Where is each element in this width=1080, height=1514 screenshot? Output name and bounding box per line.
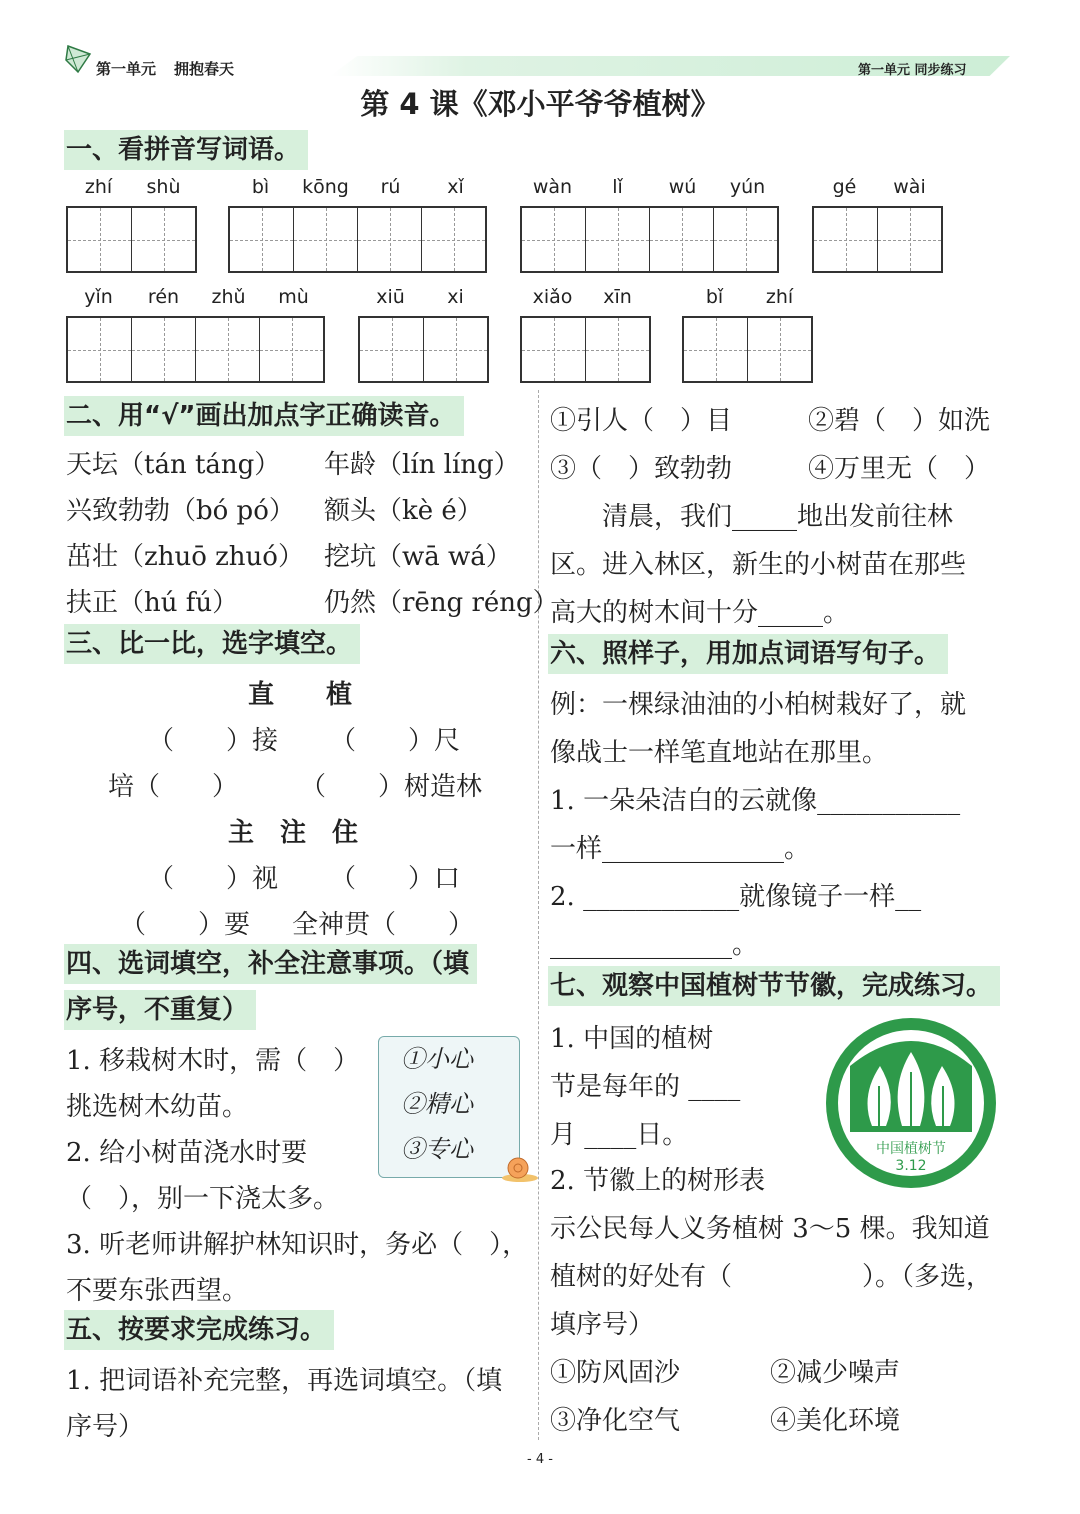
- para-line: 高大的树木间十分_____。: [550, 598, 850, 628]
- fill-item: （ ）接: [148, 726, 279, 756]
- idiom-item: ②碧（ ）如洗: [808, 406, 991, 436]
- pinyin-label: zhí: [765, 286, 794, 308]
- s4-line: （ ），别一下浇太多。: [66, 1184, 340, 1214]
- snail-icon: [500, 1148, 540, 1184]
- reading-item: 额头（kè é）: [324, 496, 483, 526]
- writing-cell[interactable]: [522, 208, 585, 271]
- idiom-item: ①引人（ ）目: [550, 406, 733, 436]
- reading-item: 扶正（hú fú）: [66, 588, 239, 618]
- reading-item: 仍然（rēng réng）: [324, 588, 559, 618]
- writing-grid[interactable]: [66, 316, 325, 383]
- fill-item: （ ）要: [120, 910, 251, 940]
- char-group-2: 主 注 住: [228, 818, 359, 848]
- writing-cell[interactable]: [877, 208, 941, 271]
- pinyin-label: xiū: [376, 286, 405, 308]
- pinyin-label: xi: [447, 286, 464, 308]
- kite-logo-icon: [64, 44, 94, 74]
- idiom-item: ③（ ）致勃勃: [550, 454, 733, 484]
- s4-line: 不要东张西望。: [66, 1276, 249, 1306]
- writing-cell[interactable]: [585, 318, 649, 381]
- writing-cell[interactable]: [357, 208, 421, 271]
- section-4-heading: 四、选词填空，补全注意事项。（填: [64, 944, 477, 984]
- para-line: 清晨，我们_____地出发前往林: [550, 502, 954, 532]
- writing-cell[interactable]: [814, 208, 877, 271]
- writing-cell[interactable]: [747, 318, 811, 381]
- writing-cell[interactable]: [649, 208, 713, 271]
- writing-cell[interactable]: [585, 208, 649, 271]
- pinyin-label: xiǎo: [532, 286, 573, 308]
- s5-line: 1. 把词语补充完整，再选词填空。（填: [66, 1366, 503, 1396]
- section-6-heading: 六、照样子，用加点词语写句子。: [548, 634, 948, 674]
- writing-cell[interactable]: [68, 208, 131, 271]
- s7-line: 示公民每人义务植树 3～5 棵。我知道: [550, 1214, 990, 1244]
- writing-grid[interactable]: [812, 206, 943, 273]
- s7-line: 节是每年的 ____: [550, 1072, 741, 1102]
- reading-item: 挖坑（wā wá）: [324, 542, 512, 572]
- option-scroll-box: [378, 1036, 520, 1178]
- writing-cell[interactable]: [259, 318, 323, 381]
- s7-line: 植树的好处有（ ）。（多选，: [550, 1262, 993, 1292]
- para-line: 区。进入林区，新生的小树苗在那些: [550, 550, 967, 580]
- pinyin-label: rén: [147, 286, 180, 308]
- pinyin-label: wàn: [532, 176, 573, 198]
- pinyin-label: rú: [380, 176, 401, 198]
- s7-line: 填序号）: [550, 1310, 655, 1340]
- page-number: - 4 -: [527, 1452, 553, 1467]
- fill-item: 培（ ）: [108, 772, 239, 802]
- badge-name: 中国植树节: [876, 1141, 946, 1157]
- s4-line: 挑选树木幼苗。: [66, 1092, 249, 1122]
- benefit-option: ①防风固沙: [550, 1358, 681, 1388]
- s6-line: 一样______________。: [550, 834, 811, 864]
- writing-cell[interactable]: [131, 318, 195, 381]
- benefit-option: ②减少噪声: [770, 1358, 901, 1388]
- pinyin-label: wài: [893, 176, 926, 198]
- idiom-item: ④万里无（ ）: [808, 454, 991, 484]
- badge-date: 3.12: [895, 1158, 927, 1174]
- fill-item: （ ）尺: [330, 726, 461, 756]
- benefit-option: ④美化环境: [770, 1406, 901, 1436]
- pinyin-label: xīn: [603, 286, 632, 308]
- writing-cell[interactable]: [131, 208, 195, 271]
- writing-cell[interactable]: [421, 208, 485, 271]
- section-2-heading: 二、用“√”画出加点字正确读音。: [64, 396, 464, 436]
- s7-line: 月 ____日。: [550, 1120, 689, 1150]
- reading-item: 兴致勃勃（bó pó）: [66, 496, 295, 526]
- writing-grid[interactable]: [66, 206, 197, 273]
- writing-cell[interactable]: [684, 318, 747, 381]
- writing-grid[interactable]: [358, 316, 489, 383]
- pinyin-label: gé: [832, 176, 857, 198]
- s5-line: 序号）: [66, 1412, 145, 1442]
- pinyin-label: bì: [251, 176, 270, 198]
- writing-cell[interactable]: [195, 318, 259, 381]
- s4-line: 3. 听老师讲解护林知识时，务必（ ），: [66, 1230, 529, 1260]
- writing-cell[interactable]: [423, 318, 487, 381]
- benefit-option: ③净化空气: [550, 1406, 681, 1436]
- reading-item: 茁壮（zhuō zhuó）: [66, 542, 304, 572]
- page-title: 第 4 课《邓小平爷爷植树》: [360, 87, 720, 121]
- writing-cell[interactable]: [360, 318, 423, 381]
- writing-cell[interactable]: [68, 318, 131, 381]
- section-1-heading: 一、看拼音写词语。: [64, 130, 308, 170]
- pinyin-label: kōng: [302, 176, 349, 198]
- column-divider: [538, 390, 539, 1440]
- header-unit: 第一单元 拥抱春天: [96, 60, 235, 78]
- option-3: ③专心: [401, 1135, 473, 1163]
- section-7-heading: 七、观察中国植树节节徽，完成练习。: [548, 966, 1000, 1006]
- pinyin-label: xǐ: [447, 176, 464, 198]
- s6-line: 1. 一朵朵洁白的云就像___________: [550, 786, 961, 816]
- s7-line: 2. 节徽上的树形表: [550, 1166, 766, 1196]
- section-5-heading: 五、按要求完成练习。: [64, 1310, 334, 1350]
- fill-item: （ ）视: [148, 864, 279, 894]
- fill-item: （ ）口: [330, 864, 461, 894]
- pinyin-label: lǐ: [612, 176, 623, 198]
- s6-line: 像战士一样笔直地站在那里。: [550, 738, 889, 768]
- section-3-heading: 三、比一比，选字填空。: [64, 624, 360, 664]
- writing-grid[interactable]: [682, 316, 813, 383]
- pinyin-label: wú: [668, 176, 697, 198]
- char-group-1: 直 植: [248, 680, 353, 710]
- header-right: 第一单元 同步练习: [858, 63, 967, 78]
- writing-cell[interactable]: [230, 208, 293, 271]
- tree-emblem-icon: [850, 1036, 972, 1132]
- writing-cell[interactable]: [293, 208, 357, 271]
- s6-line: 2. ____________就像镜子一样__: [550, 882, 922, 912]
- pinyin-label: zhǔ: [211, 286, 246, 308]
- writing-grid[interactable]: [520, 206, 779, 273]
- writing-grid[interactable]: [520, 316, 651, 383]
- s4-line: 1. 移栽树木时，需（ ）: [66, 1046, 360, 1076]
- s7-line: 1. 中国的植树: [550, 1024, 714, 1054]
- writing-cell[interactable]: [522, 318, 585, 381]
- fill-item: 全神贯（ ）: [292, 910, 475, 940]
- option-2: ②精心: [401, 1090, 473, 1118]
- pinyin-label: bǐ: [705, 286, 724, 308]
- reading-item: 天坛（tán táng）: [66, 450, 281, 480]
- writing-grid[interactable]: [228, 206, 487, 273]
- option-1: ①小心: [401, 1045, 473, 1073]
- pinyin-label: yǐn: [84, 286, 113, 308]
- pinyin-label: zhí: [84, 176, 113, 198]
- s4-line: 2. 给小树苗浇水时要: [66, 1138, 308, 1168]
- writing-cell[interactable]: [713, 208, 777, 271]
- fill-item: （ ）树造林: [300, 772, 483, 802]
- pinyin-label: yún: [729, 176, 766, 198]
- section-4-heading-cont: 序号，不重复）: [64, 990, 256, 1030]
- s6-line: ______________。: [550, 930, 759, 960]
- pinyin-label: mù: [278, 286, 309, 308]
- s6-line: 例：一棵绿油油的小柏树栽好了，就: [550, 690, 967, 720]
- reading-item: 年龄（lín líng）: [324, 450, 520, 480]
- pinyin-label: shù: [146, 176, 181, 198]
